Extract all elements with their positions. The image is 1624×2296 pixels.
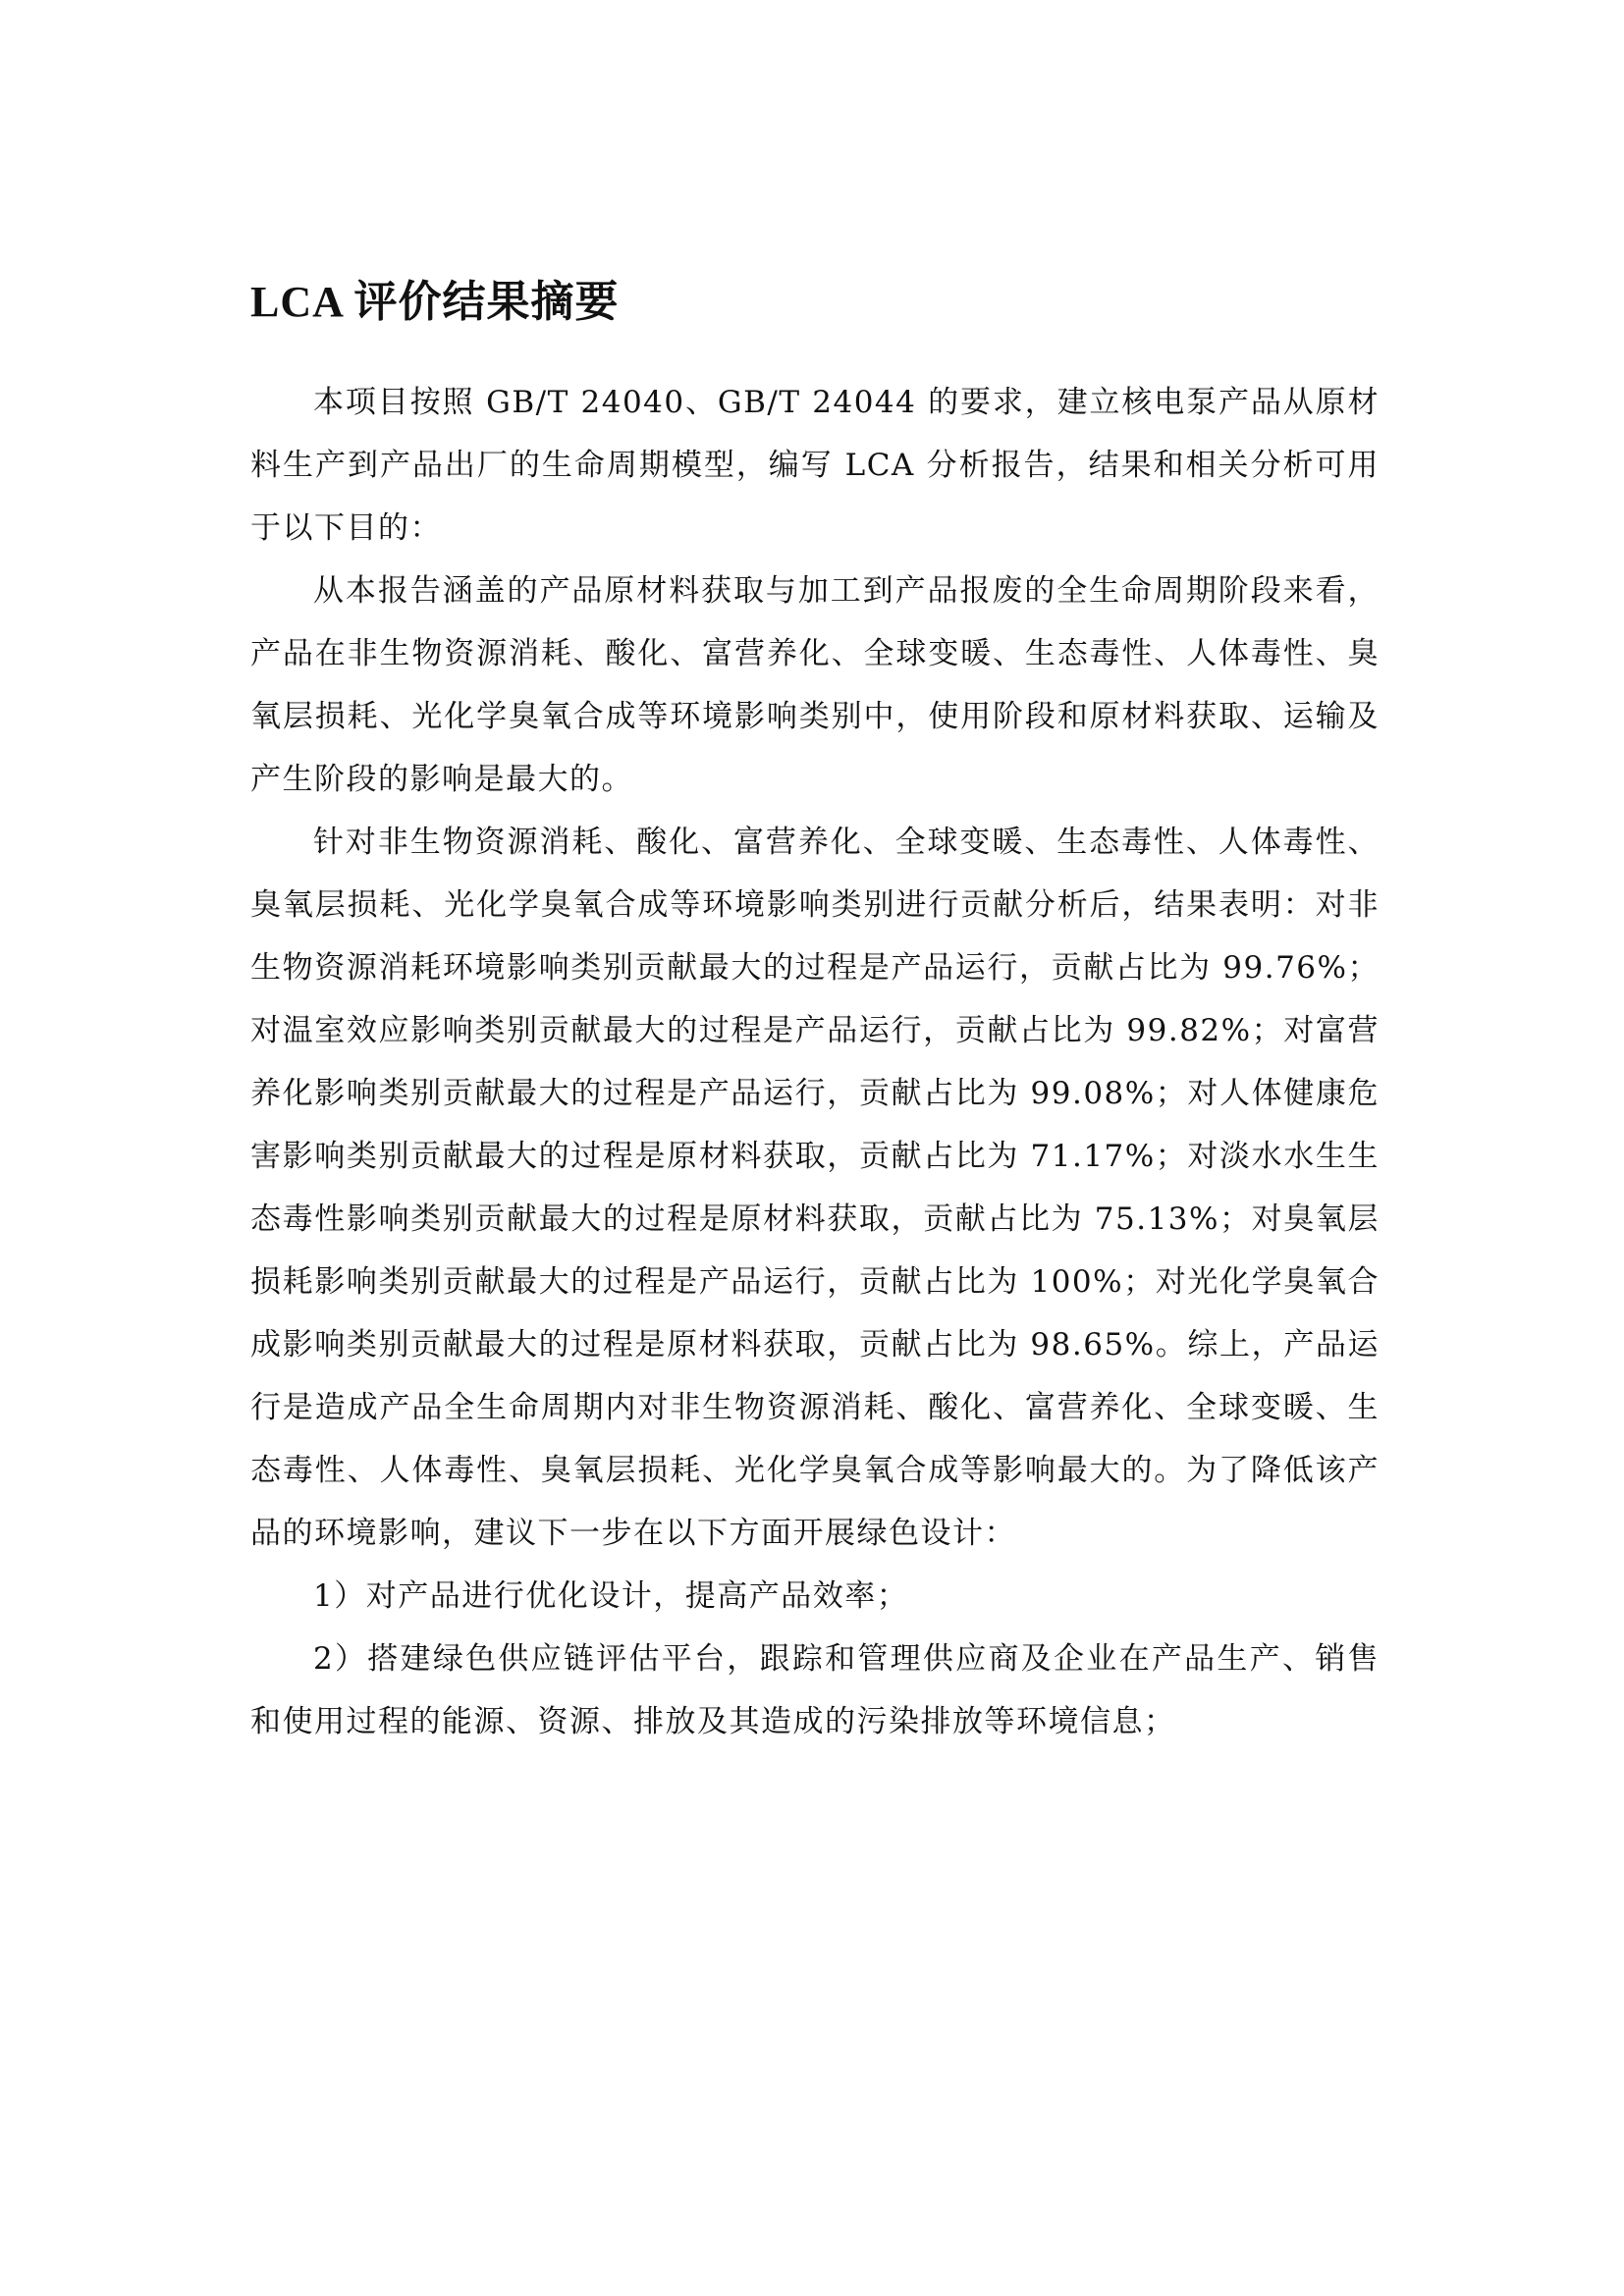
paragraph-recommendation-2: 2）搭建绿色供应链评估平台，跟踪和管理供应商及企业在产品生产、销售和使用过程的能源、资源、排放及其造成的污染排放等环境信息； (250, 1641, 1380, 1739)
paragraph-purpose: 本项目按照 GB/T 24040、GB/T 24044 的要求，建立核电泵产品从原材料生产到产品出厂的生命周期模型，编写 LCA 分析报告，结果和相关分析可用于以下目的： (250, 385, 1380, 546)
document-body (250, 273, 1380, 1753)
paragraph-recommendation-1: 1）对产品进行优化设计，提高产品效率； (313, 1578, 909, 1614)
paragraph-lifecycle-stages: 从本报告涵盖的产品原材料获取与加工到产品报废的全生命周期阶段来看，产品在非生物资源消耗、酸化、富营养化、全球变暖、生态毒性、人体毒性、臭氧层损耗、光化学臭氧合成等环境影响类别中，使用阶段和原材料获取、运输及产生阶段的影响是最大的。 (250, 573, 1380, 797)
section-title: LCA 评价结果摘要 (250, 278, 620, 326)
paragraph-contribution-analysis: 针对非生物资源消耗、酸化、富营养化、全球变暖、生态毒性、人体毒性、臭氧层损耗、光化学臭氧合成等环境影响类别进行贡献分析后，结果表明：对非生物资源消耗环境影响类别贡献最大的过程是产品运行，贡献占比为 99.76%；对温室效应影响类别贡献最大的过程是产品运行，贡献占比为 99.82%；对富营养化影响类别贡献最大的过程是产品运行，贡献占比为 99.08%；对人体健康危害影响类别贡献最大的过程是原材料获取，贡献占比为 71.17%；对淡水水生生态毒性影响类别贡献最大的过程是原材料获取，贡献占比为 75.13%；对臭氧层损耗影响类别贡献最大的过程是产品运行，贡献占比为 100%；对光化学臭氧合成影响类别贡献最大的过程是原材料获取，贡献占比为 98.65%。综上，产品运行是造成产品全生命周期内对非生物资源消耗、酸化、富营养化、全球变暖、生态毒性、人体毒性、臭氧层损耗、光化学臭氧合成等影响最大的。为了降低该产品的环境影响，建议下一步在以下方面开展绿色设计： (250, 825, 1380, 1551)
